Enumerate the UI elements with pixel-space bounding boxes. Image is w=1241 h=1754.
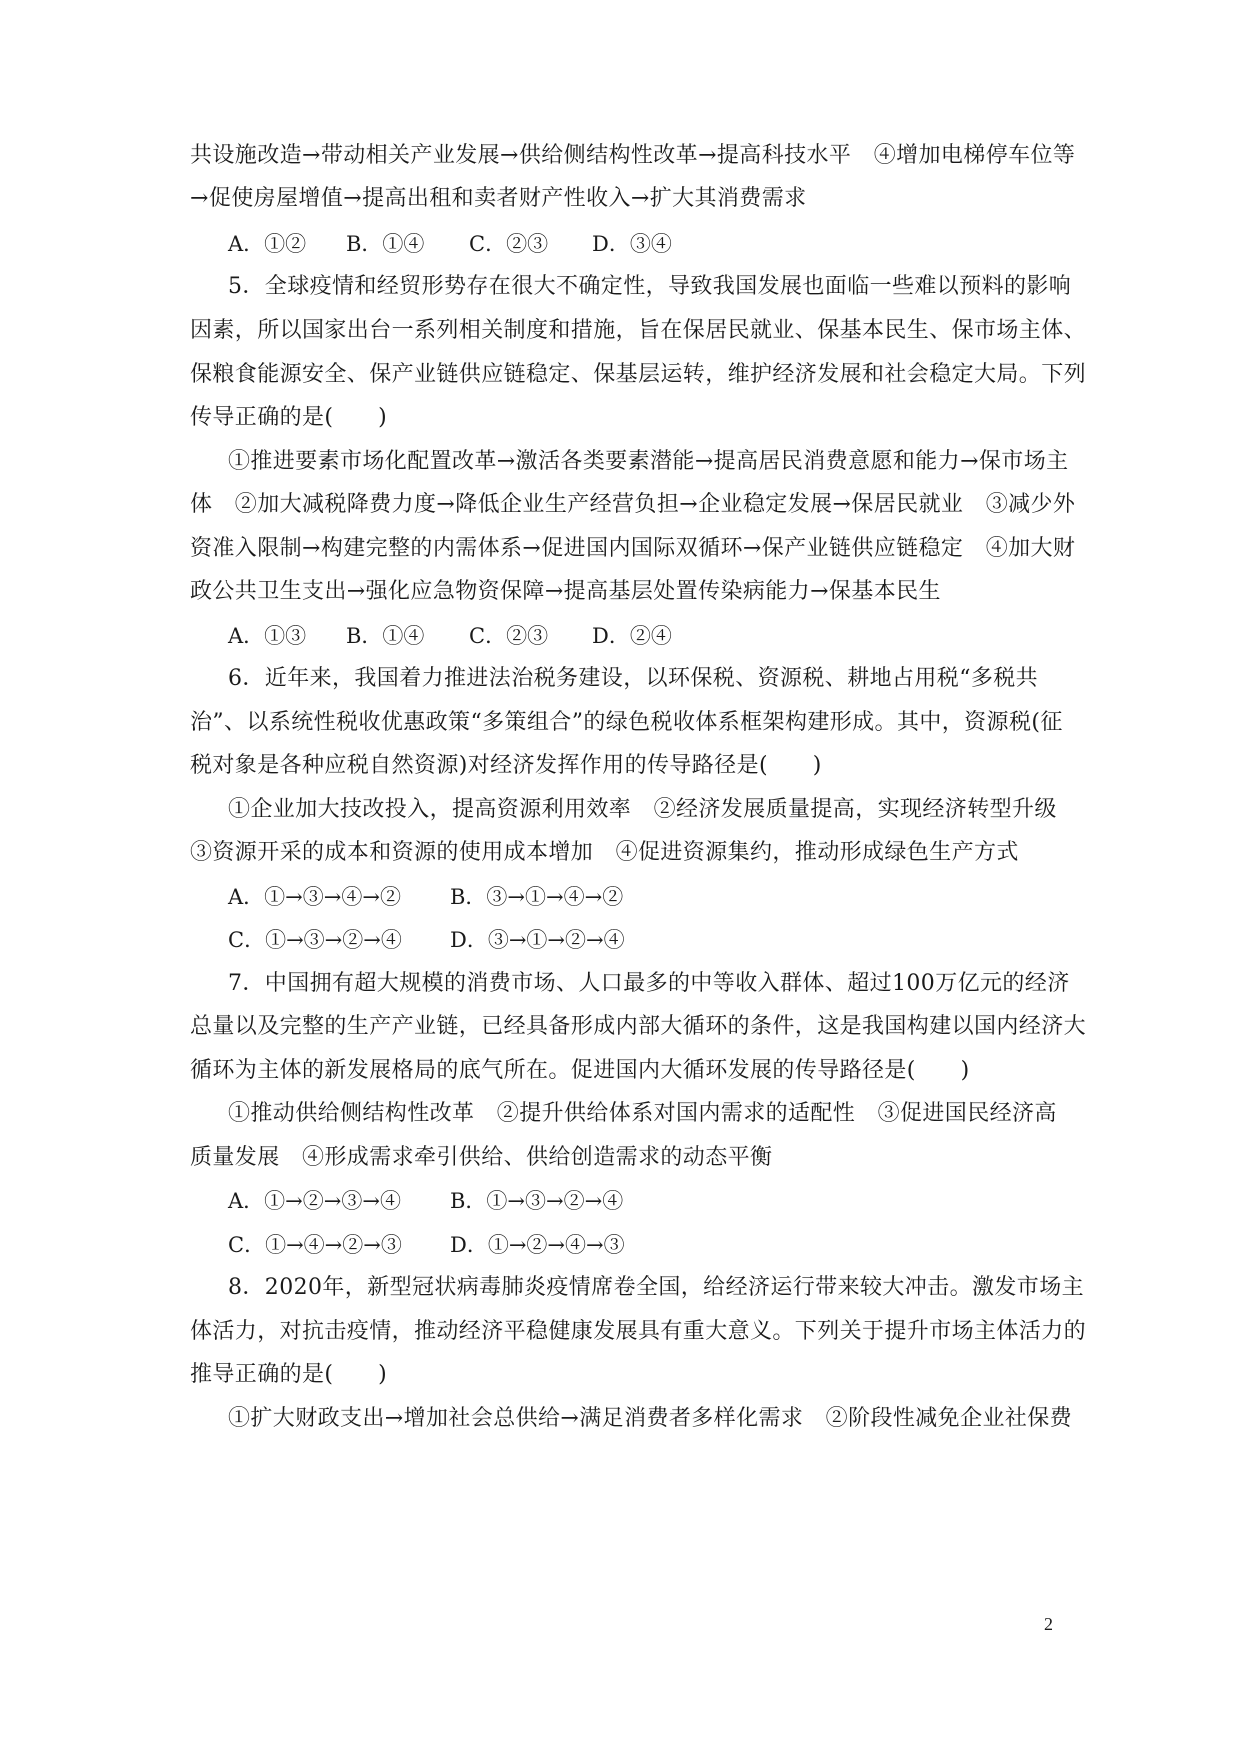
option-d: D．③→①→②→④	[450, 928, 625, 952]
option-d: D．②④	[592, 624, 672, 648]
text-line: 资准入限制→构建完整的内需体系→促进国内国际双循环→保产业链供应链稳定 ④加大财	[190, 536, 1076, 561]
text-line: 治”、以系统性税收优惠政策“多策组合”的绿色税收体系框架构建形成。其中，资源税(征	[190, 710, 1063, 735]
text-line: ③资源开采的成本和资源的使用成本增加 ④促进资源集约，推动形成绿色生产方式	[190, 840, 1019, 865]
page-number: 2	[1044, 1614, 1053, 1634]
option-c: C．②③	[469, 232, 549, 256]
text-line: ①推动供给侧结构性改革 ②提升供给体系对国内需求的适配性 ③促进国民经济高	[228, 1101, 1057, 1126]
option-a: A．①③	[228, 624, 307, 648]
option-c: C．②③	[469, 624, 549, 648]
text-line: 税对象是各种应税自然资源)对经济发挥作用的传导路径是( )	[190, 753, 822, 778]
text-line: 保粮食能源安全、保产业链供应链稳定、保基层运转，维护经济发展和社会稳定大局。下列	[190, 362, 1087, 387]
text-line: 体 ②加大减税降费力度→降低企业生产经营负担→企业稳定发展→保居民就业 ③减少外	[190, 492, 1076, 517]
text-line: 总量以及完整的生产产业链，已经具备形成内部大循环的条件，这是我国构建以国内经济大	[190, 1014, 1087, 1039]
q7-options-row-1	[228, 1186, 623, 1216]
text-line: 共设施改造→带动相关产业发展→供给侧结构性改革→提高科技水平 ④增加电梯停车位等	[190, 143, 1076, 168]
text-line: 体活力，对抗击疫情，推动经济平稳健康发展具有重大意义。下列关于提升市场主体活力的	[190, 1319, 1087, 1344]
text-line: ①推进要素市场化配置改革→激活各类要素潜能→提高居民消费意愿和能力→保市场主	[228, 449, 1069, 474]
question-7-stem: 7．中国拥有超大规模的消费市场、人口最多的中等收入群体、超过100万亿元的经济	[228, 971, 1070, 996]
option-b: B．①④	[346, 624, 425, 648]
text-line: ①企业加大技改投入，提高资源利用效率 ②经济发展质量提高，实现经济转型升级	[228, 797, 1057, 822]
option-a: A．①→③→④→②	[228, 885, 401, 909]
option-a: A．①→②→③→④	[228, 1189, 401, 1213]
text-line: 传导正确的是( )	[190, 405, 388, 430]
text-line: ①扩大财政支出→增加社会总供给→满足消费者多样化需求 ②阶段性减免企业社保费	[228, 1406, 1073, 1431]
option-b: B．①④	[346, 232, 425, 256]
option-b: B．③→①→④→②	[450, 885, 624, 909]
text-line: 推导正确的是( )	[190, 1362, 388, 1387]
option-c: C．①→④→②→③	[228, 1233, 402, 1257]
text-line: 因素，所以国家出台一系列相关制度和措施，旨在保居民就业、保基本民生、保市场主体、	[190, 318, 1087, 343]
text-line: 政公共卫生支出→强化应急物资保障→提高基层处置传染病能力→保基本民生	[190, 579, 941, 604]
q4-options	[228, 229, 672, 259]
text-line: →促使房屋增值→提高出租和卖者财产性收入→扩大其消费需求	[190, 186, 807, 211]
q7-options-row-2	[228, 1230, 625, 1260]
text-line: 循环为主体的新发展格局的底气所在。促进国内大循环发展的传导路径是( )	[190, 1058, 970, 1083]
q6-options-row-2	[228, 925, 625, 955]
question-5-stem: 5．全球疫情和经贸形势存在很大不确定性，导致我国发展也面临一些难以预料的影响	[228, 274, 1072, 299]
option-b: B．①→③→②→④	[450, 1189, 624, 1213]
question-8-stem: 8．2020年，新型冠状病毒肺炎疫情席卷全国，给经济运行带来较大冲击。激发市场主	[228, 1275, 1084, 1300]
option-c: C．①→③→②→④	[228, 928, 402, 952]
option-a: A．①②	[228, 232, 307, 256]
q5-options	[228, 621, 672, 651]
text-line: 质量发展 ④形成需求牵引供给、供给创造需求的动态平衡	[190, 1145, 773, 1170]
q6-options-row-1	[228, 882, 623, 912]
option-d: D．①→②→④→③	[450, 1233, 625, 1257]
question-6-stem: 6．近年来，我国着力推进法治税务建设，以环保税、资源税、耕地占用税“多税共	[228, 666, 1039, 691]
option-d: D．③④	[592, 232, 672, 256]
